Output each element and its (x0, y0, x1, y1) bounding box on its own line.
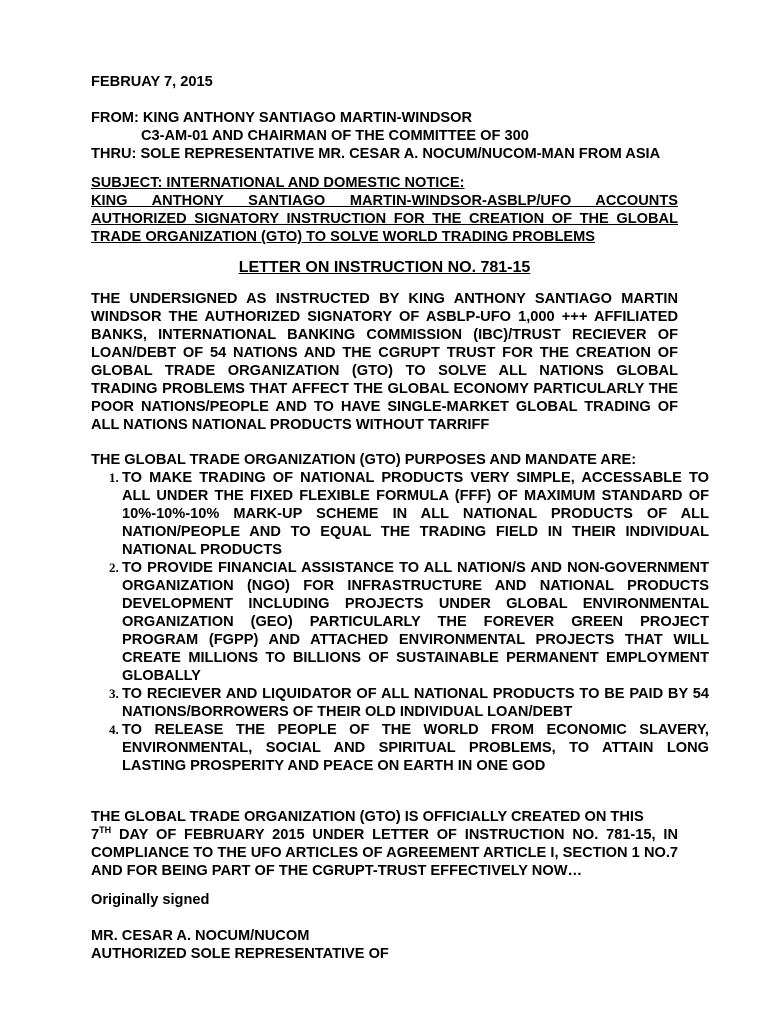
from-title: C3-AM-01 AND CHAIRMAN OF THE COMMITTEE OF 300 (141, 128, 529, 144)
purpose-item: 3. TO RECIEVER AND LIQUIDATOR OF ALL NATIONAL PRODUCTS TO BE PAID BY 54 NATIONS/BORROWERS OF THEIR OLD INDIVIDUAL LOAN/DEBT (122, 685, 709, 721)
purposes-heading: THE GLOBAL TRADE ORGANIZATION (GTO) PURPOSES AND MANDATE ARE: (91, 452, 637, 468)
header-block (91, 109, 678, 163)
thru-line: THRU: SOLE REPRESENTATIVE MR. CESAR A. NOCUM/NUCOM-MAN FROM ASIA (91, 146, 661, 162)
purpose-item: 1. TO MAKE TRADING OF NATIONAL PRODUCTS VERY SIMPLE, ACCESSABLE TO ALL UNDER THE FIXED FLEXIBLE FORMULA (FFF) OF MAXIMUM STANDARD OF 10%-10%-10% MARK-UP SCHEME IN ALL NATIONAL PRODUCTS OF ALL NATION/PEOPLE AND TO EQUAL THE TRADING FIELD IN THEIR INDIVIDUAL NATIONAL PRODUCTS (122, 469, 709, 559)
intro-paragraph: THE UNDERSIGNED AS INSTRUCTED BY KING ANTHONY SANTIAGO MARTIN WINDSOR THE AUTHORIZED SIGNATORY OF ASBLP-UFO 1,000 +++ AFFILIATED BANKS, INTERNATIONAL BANKING COMMISSION (IBC)/TRUST RECIEVER OF LOAN/DEBT OF 54 NATIONS AND THE CGRUPT TRUST FOR THE CREATION OF GLOBAL TRADE ORGANIZATION (GTO) TO SOLVE ALL NATIONS GLOBAL TRADING PROBLEMS THAT AFFECT THE GLOBAL ECONOMY PARTICULARLY THE POOR NATIONS/PEOPLE AND TO HAVE SINGLE-MARKET GLOBAL TRADING OF ALL NATIONS NATIONAL PRODUCTS WITHOUT TARRIFF (91, 291, 678, 433)
subject-heading: SUBJECT: INTERNATIONAL AND DOMESTIC NOTICE: (91, 175, 465, 191)
purpose-item: 4. TO RELEASE THE PEOPLE OF THE WORLD FROM ECONOMIC SLAVERY, ENVIRONMENTAL, SOCIAL AND SPIRITUAL PROBLEMS, TO ATTAIN LONG LASTING PROSPERITY AND PEACE ON EARTH IN ONE GOD (122, 721, 709, 775)
letter-date: FEBRUAY 7, 2015 (91, 74, 213, 90)
closing-paragraph (91, 808, 678, 880)
purposes-list (91, 469, 709, 775)
signatory-title: AUTHORIZED SOLE REPRESENTATIVE OF (91, 946, 389, 962)
subject-block (91, 174, 678, 246)
closing-lead: THE GLOBAL TRADE ORGANIZATION (GTO) IS OFFICIALLY CREATED ON THIS (91, 809, 644, 825)
closing-day: 7 (91, 827, 100, 843)
purpose-item: 2. TO PROVIDE FINANCIAL ASSISTANCE TO ALL NATION/S AND NON-GOVERNMENT ORGANIZATION (NGO) FOR INFRASTRUCTURE AND NATIONAL PRODUCTS DEVELOPMENT INCLUDING PROJECTS UNDER GLOBAL ENVIRONMENTAL ORGANIZATION (GEO) PARTICULARLY THE FOREVER GREEN PROJECT PROGRAM (FGPP) AND ATTACHED ENVIRONMENTAL PROJECTS THAT WILL CREATE MILLIONS TO BILLIONS OF SUSTAINABLE PERMANENT EMPLOYMENT GLOBALLY (122, 559, 709, 685)
signed-note: Originally signed (91, 892, 210, 908)
letter-title: LETTER ON INSTRUCTION NO. 781-15 (238, 259, 531, 276)
signatory-block (91, 927, 678, 963)
closing-day-suffix: TH (99, 825, 112, 835)
closing-rest: DAY OF FEBRUARY 2015 UNDER LETTER OF INSTRUCTION NO. 781-15, IN COMPLIANCE TO THE UFO ARTICLES OF AGREEMENT ARTICLE I, SECTION 1 NO.7 AND FOR BEING PART OF THE CGRUPT-TRUST EFFECTIVELY NOW… (91, 827, 678, 879)
signatory-name: MR. CESAR A. NOCUM/NUCOM (91, 928, 310, 944)
subject-body: KING ANTHONY SANTIAGO MARTIN-WINDSOR-ASBLP/UFO ACCOUNTS AUTHORIZED SIGNATORY INSTRUCTION FOR THE CREATION OF THE GLOBAL TRADE ORGANIZATION (GTO) TO SOLVE WORLD TRADING PROBLEMS (91, 193, 678, 245)
from-line: FROM: KING ANTHONY SANTIAGO MARTIN-WINDSOR (91, 110, 473, 126)
